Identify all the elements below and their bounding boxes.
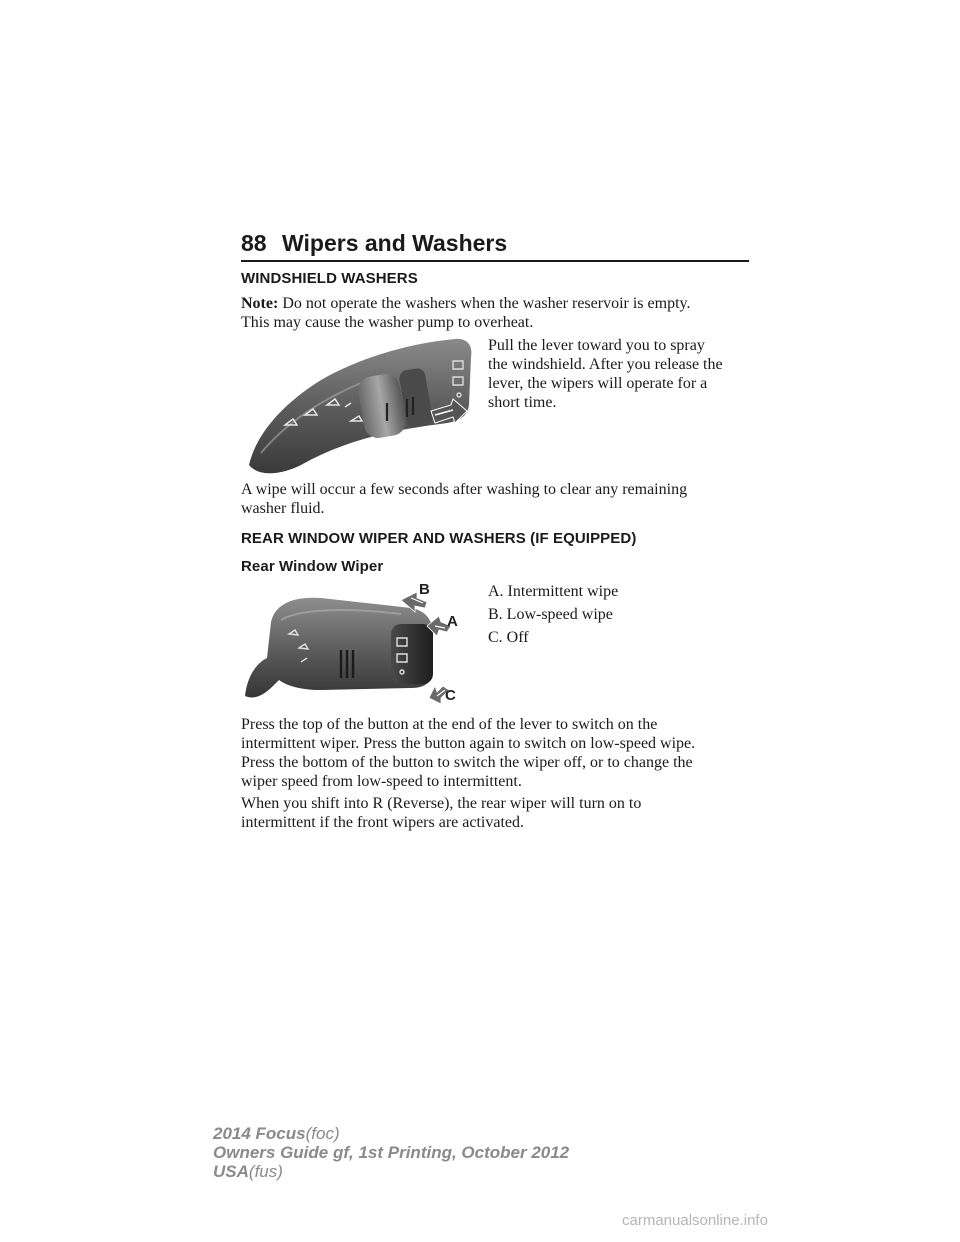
subheading-rear-window-wiper: Rear Window Wiper <box>241 558 384 575</box>
pull-line: the windshield. After you release the <box>488 356 723 373</box>
windshield-washer-lever-illustration <box>241 325 481 475</box>
reverse-paragraph <box>241 794 641 832</box>
heading-rear-window-wiper-washers: REAR WINDOW WIPER AND WASHERS (IF EQUIPPED) <box>241 530 637 547</box>
press-button-paragraph <box>241 715 695 791</box>
callout-a: A <box>447 613 458 630</box>
after-wash-line: A wipe will occur a few seconds after washing to clear any remaining <box>241 481 688 498</box>
reverse-line: When you shift into R (Reverse), the rear wiper will turn on to <box>241 795 642 812</box>
press-line: wiper speed from low-speed to intermittent. <box>241 773 522 790</box>
footer-market: USA <box>213 1162 249 1181</box>
footer-line-1 <box>213 1124 340 1143</box>
footer-line-2: Owners Guide gf, 1st Printing, October 2012 <box>213 1143 570 1162</box>
press-line: Press the bottom of the button to switch the wiper off, or to change the <box>241 754 693 771</box>
note-label: Note: <box>241 295 279 312</box>
note-line-1: Do not operate the washers when the washer reservoir is empty. <box>282 295 691 312</box>
rear-wiper-legend <box>488 580 618 649</box>
pull-line: Pull the lever toward you to spray <box>488 337 705 354</box>
header-rule <box>241 260 749 262</box>
footer-model-code: (foc) <box>305 1124 340 1143</box>
footer-market-code: (fus) <box>248 1162 283 1181</box>
page-number: 88 <box>241 230 267 256</box>
legend-item-a: A. Intermittent wipe <box>488 583 619 600</box>
press-line: intermittent wiper. Press the button again to switch on low-speed wipe. <box>241 735 696 752</box>
pull-line: short time. <box>488 394 557 411</box>
watermark: carmanualsonline.info <box>622 1212 768 1229</box>
pull-line: lever, the wipers will operate for a <box>488 375 708 392</box>
pull-lever-paragraph <box>488 336 723 412</box>
note-line-2: This may cause the washer pump to overheat. <box>241 314 534 331</box>
after-wash-line: washer fluid. <box>241 500 325 517</box>
footer-line-3 <box>213 1162 283 1181</box>
after-wash-paragraph <box>241 480 687 518</box>
legend-item-b: B. Low-speed wipe <box>488 606 613 623</box>
legend-item-c: C. Off <box>488 629 529 646</box>
callout-b: B <box>419 581 430 598</box>
press-line: Press the top of the button at the end of the lever to switch on the <box>241 716 658 733</box>
rear-wiper-lever-illustration <box>241 578 466 708</box>
section-title: Wipers and Washers <box>282 230 508 256</box>
heading-windshield-washers: WINDSHIELD WASHERS <box>241 270 418 287</box>
footer-model: 2014 Focus <box>213 1124 306 1143</box>
callout-c: C <box>445 687 456 704</box>
reverse-line: intermittent if the front wipers are activated. <box>241 814 524 831</box>
